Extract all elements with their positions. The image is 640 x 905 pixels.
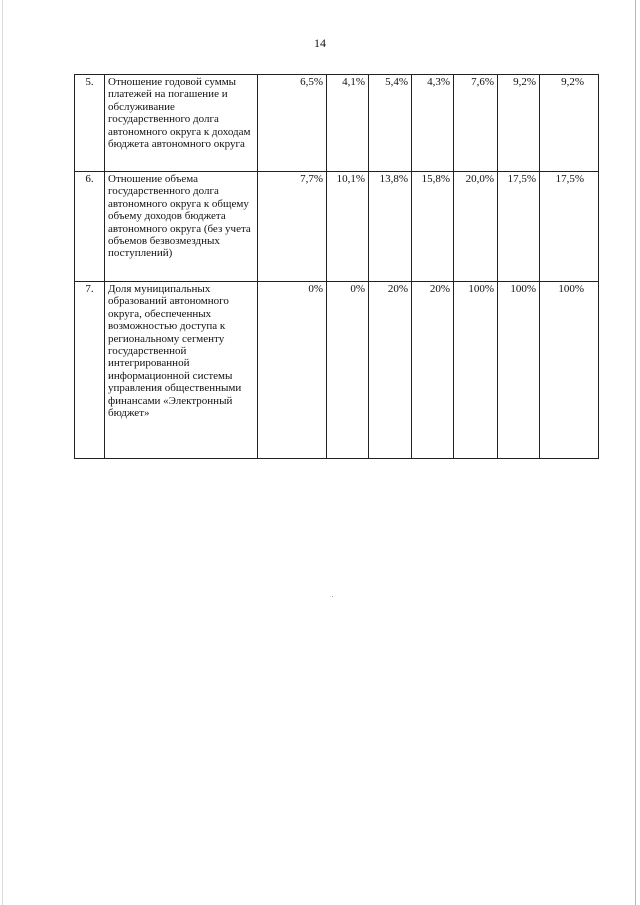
row-number: 6. — [75, 172, 105, 282]
table-row — [75, 75, 599, 172]
indicator-name: Доля муниципальных образований автономного округа, обеспеченных возможностью доступа к региональному сегменту государственной интегрированной информационной системы управления общественными финансами «Электронный бюджет» — [105, 282, 258, 459]
value-cell: 9,2% — [540, 75, 599, 172]
value-cell: 100% — [454, 282, 498, 459]
value-cell: 17,5% — [540, 172, 599, 282]
value-cell: 7,7% — [258, 172, 327, 282]
value-cell: 20% — [369, 282, 412, 459]
value-cell: 20% — [412, 282, 454, 459]
value-cell: 4,3% — [412, 75, 454, 172]
table-row — [75, 282, 599, 459]
value-cell: 7,6% — [454, 75, 498, 172]
page-number: 14 — [314, 36, 326, 50]
scan-edge-left — [2, 0, 3, 905]
value-cell: 9,2% — [498, 75, 540, 172]
value-cell: 15,8% — [412, 172, 454, 282]
value-cell: 20,0% — [454, 172, 498, 282]
indicators-table — [74, 74, 599, 459]
value-cell: 10,1% — [327, 172, 369, 282]
value-cell: 5,4% — [369, 75, 412, 172]
value-cell: 100% — [540, 282, 599, 459]
table-row — [75, 172, 599, 282]
value-cell: 100% — [498, 282, 540, 459]
indicator-name: Отношение годовой суммы платежей на погашение и обслуживание государственного долга автономного округа к доходам бюджета автономного округа — [105, 75, 258, 172]
value-cell: 13,8% — [369, 172, 412, 282]
row-number: 5. — [75, 75, 105, 172]
value-cell: 17,5% — [498, 172, 540, 282]
value-cell: 0% — [327, 282, 369, 459]
value-cell: 0% — [258, 282, 327, 459]
value-cell: 4,1% — [327, 75, 369, 172]
row-number: 7. — [75, 282, 105, 459]
value-cell: 6,5% — [258, 75, 327, 172]
scan-edge-right — [635, 0, 636, 905]
indicator-name: Отношение объема государственного долга автономного округа к общему объему доходов бюджета автономного округа (без учета объемов безвозмездных поступлений) — [105, 172, 258, 282]
scan-speck — [332, 596, 333, 597]
